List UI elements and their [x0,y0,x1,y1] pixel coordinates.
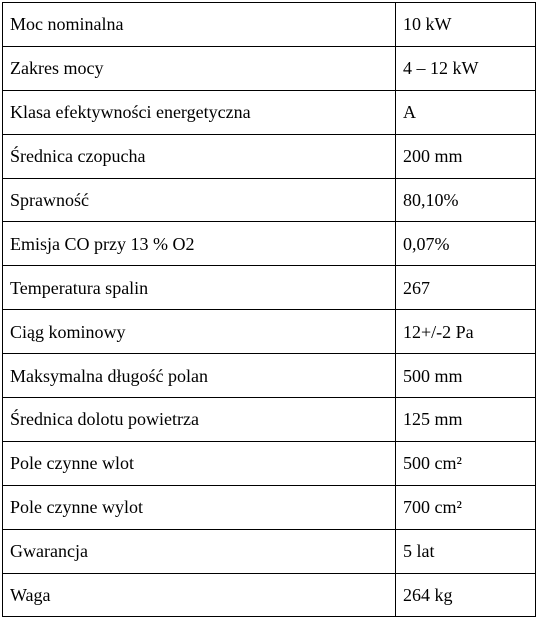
specification-table-body [3,3,536,617]
row-value: 0,07% [396,222,536,266]
row-label: Ciąg kominowy [3,310,396,354]
row-label: Średnica czopucha [3,134,396,178]
row-label: Sprawność [3,178,396,222]
row-value: 264 kg [396,573,536,617]
row-label: Emisja CO przy 13 % O2 [3,222,396,266]
table-row [3,354,536,398]
row-value: 267 [396,266,536,310]
table-row [3,46,536,90]
row-value: 500 cm² [396,441,536,485]
table-row [3,398,536,442]
row-value: A [396,90,536,134]
table-row [3,310,536,354]
row-value: 12+/-2 Pa [396,310,536,354]
specification-table [2,2,536,617]
table-row [3,441,536,485]
row-value: 5 lat [396,529,536,573]
row-label: Gwarancja [3,529,396,573]
table-row [3,573,536,617]
table-row [3,90,536,134]
table-row [3,134,536,178]
table-row [3,3,536,47]
table-row [3,485,536,529]
row-label: Zakres mocy [3,46,396,90]
row-value: 700 cm² [396,485,536,529]
row-value: 500 mm [396,354,536,398]
row-label: Maksymalna długość polan [3,354,396,398]
table-row [3,529,536,573]
row-label: Waga [3,573,396,617]
row-label: Klasa efektywności energetyczna [3,90,396,134]
row-value: 125 mm [396,398,536,442]
table-row [3,178,536,222]
row-value: 200 mm [396,134,536,178]
table-row [3,222,536,266]
row-value: 80,10% [396,178,536,222]
row-label: Moc nominalna [3,3,396,47]
table-row [3,266,536,310]
row-label: Pole czynne wylot [3,485,396,529]
row-value: 4 – 12 kW [396,46,536,90]
row-label: Średnica dolotu powietrza [3,398,396,442]
row-value: 10 kW [396,3,536,47]
row-label: Temperatura spalin [3,266,396,310]
row-label: Pole czynne wlot [3,441,396,485]
